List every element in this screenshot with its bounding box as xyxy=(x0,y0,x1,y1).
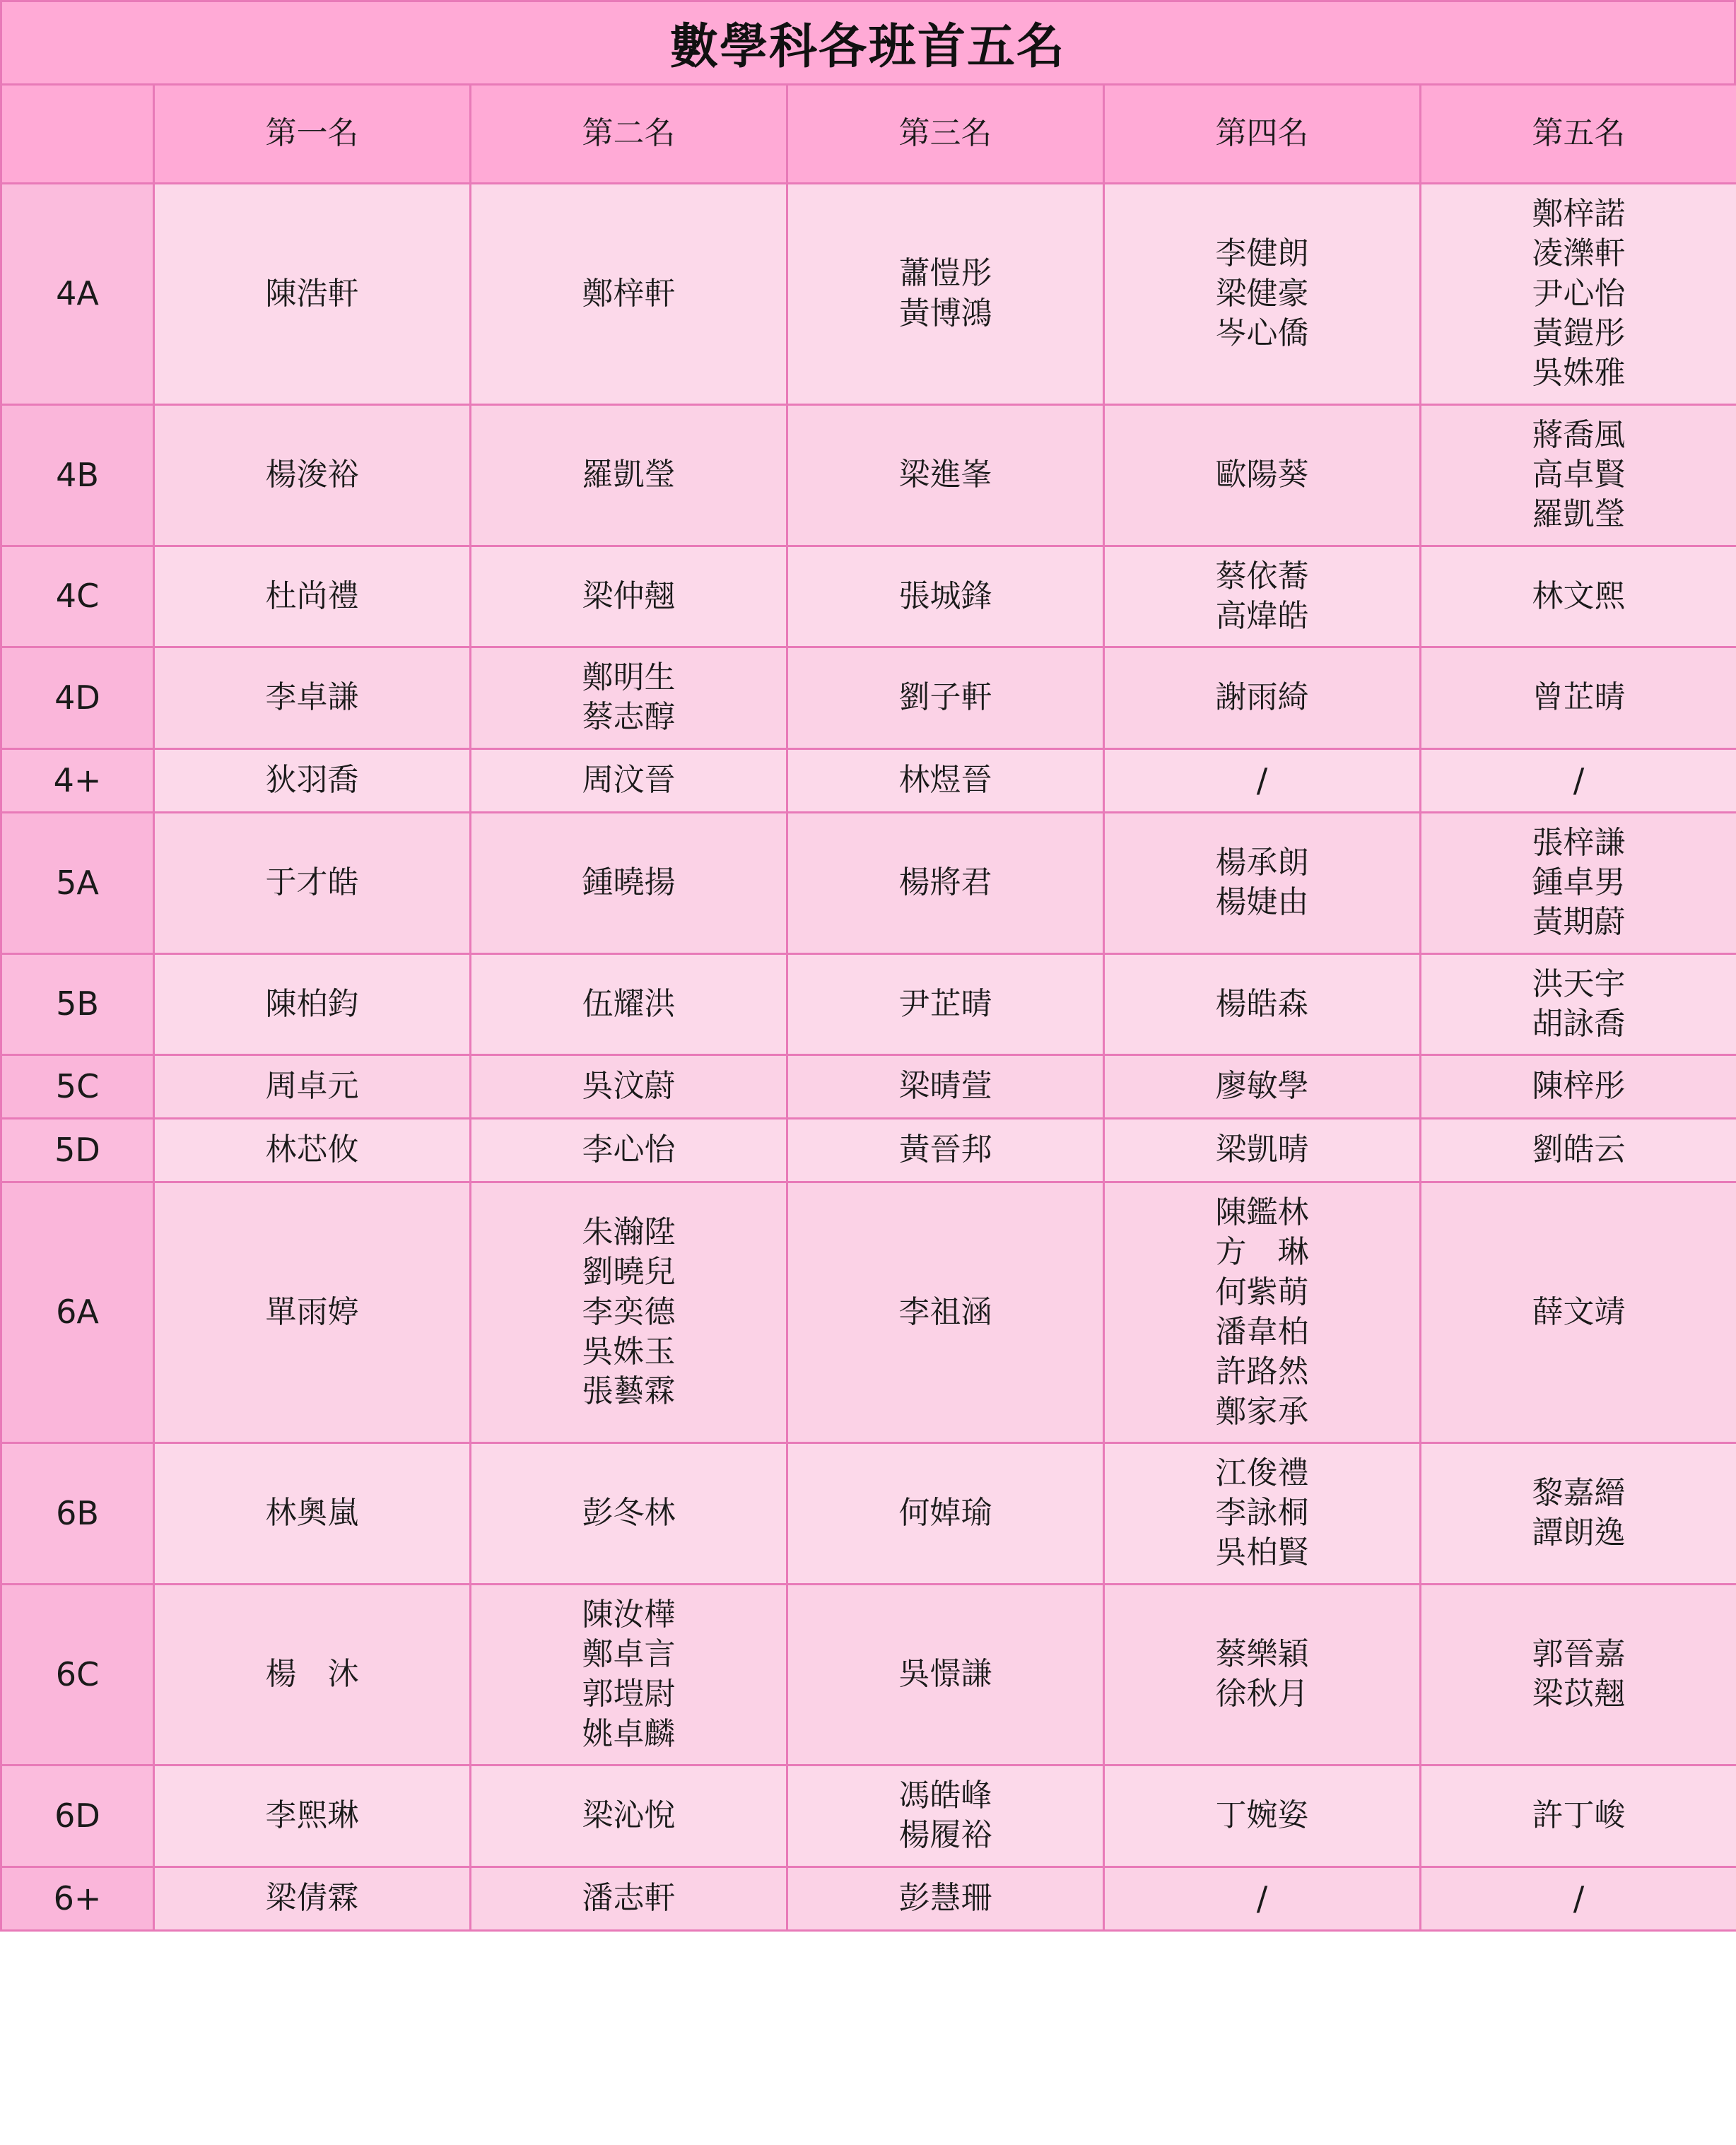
empty-marker: / xyxy=(1573,1879,1585,1917)
name-list xyxy=(476,1066,782,1106)
name-list xyxy=(1109,1635,1415,1715)
name-list xyxy=(1426,1130,1732,1170)
rank-4-names xyxy=(1104,1765,1421,1867)
empty-marker: / xyxy=(1256,1879,1268,1917)
rank-5-names xyxy=(1421,1182,1736,1442)
student-name: 李心怡 xyxy=(582,1132,676,1168)
name-list xyxy=(792,1655,1098,1694)
name-list xyxy=(1109,234,1415,353)
rank-5-names xyxy=(1421,546,1736,647)
student-name: 彭冬林 xyxy=(582,1495,676,1532)
name-list xyxy=(1109,455,1415,495)
rank-2-names xyxy=(471,1867,787,1930)
student-name: 蕭愷彤 xyxy=(898,255,992,292)
rank-3-names xyxy=(787,1867,1104,1930)
name-list xyxy=(792,760,1098,800)
student-name: 梁進峯 xyxy=(898,456,992,493)
student-name: 尹芷晴 xyxy=(898,985,992,1022)
rank-5-names xyxy=(1421,647,1736,749)
empty-marker: / xyxy=(1256,760,1268,799)
student-name: 劉曉兒 xyxy=(582,1254,676,1291)
student-name: 吳姝雅 xyxy=(1532,355,1626,392)
student-name: 吳汶蔚 xyxy=(582,1068,676,1105)
rank-1-names xyxy=(154,953,471,1055)
rank-4-names xyxy=(1104,1584,1421,1765)
student-name: 凌濼軒 xyxy=(1532,235,1626,272)
name-list xyxy=(792,1776,1098,1856)
rank-3-names xyxy=(787,748,1104,812)
student-name: 單雨婷 xyxy=(265,1293,359,1330)
student-name: 羅凱瑩 xyxy=(1532,496,1626,533)
student-name: 吳姝玉 xyxy=(582,1334,676,1370)
rank-1-names xyxy=(154,812,471,953)
rank-2-names xyxy=(471,1182,787,1442)
student-name: 江俊禮 xyxy=(1215,1455,1309,1491)
name-list xyxy=(476,274,782,314)
name-list xyxy=(792,1879,1098,1918)
table-row xyxy=(1,812,1736,953)
name-list xyxy=(1109,678,1415,717)
class-label: 4B xyxy=(1,404,154,546)
student-name: 梁倩霖 xyxy=(265,1879,359,1916)
rank-3-names xyxy=(787,1055,1104,1119)
student-name: 李熙琳 xyxy=(265,1797,359,1834)
table-row xyxy=(1,1182,1736,1442)
student-name: 尹心怡 xyxy=(1532,275,1626,312)
empty-marker: / xyxy=(1573,760,1585,799)
student-name: 梁健豪 xyxy=(1215,275,1309,312)
student-name: 蔡樂穎 xyxy=(1215,1636,1309,1673)
student-name: 方 琳 xyxy=(1215,1234,1309,1271)
student-name: 陳鑑林 xyxy=(1215,1194,1309,1230)
name-list xyxy=(1109,760,1415,801)
name-list xyxy=(159,1655,465,1694)
rank-3-names xyxy=(787,184,1104,405)
student-name: 鄭明生 xyxy=(582,659,676,696)
rank-1-names xyxy=(154,1584,471,1765)
student-name: 林煜晉 xyxy=(898,762,992,799)
rank-5-names xyxy=(1421,1765,1736,1867)
rank-5-names xyxy=(1421,1055,1736,1119)
student-name: 黃晉邦 xyxy=(898,1132,992,1168)
name-list xyxy=(1426,1878,1732,1920)
column-header-rank-5: 第五名 xyxy=(1421,85,1736,184)
column-header-rank-2: 第二名 xyxy=(471,85,787,184)
rank-5-names xyxy=(1421,1867,1736,1930)
student-name: 陳柏鈞 xyxy=(265,985,359,1022)
student-name: 張藝霖 xyxy=(582,1373,676,1410)
rank-4-names xyxy=(1104,647,1421,749)
student-name: 張梓謙 xyxy=(1532,824,1626,861)
rank-2-names xyxy=(471,546,787,647)
name-list xyxy=(159,863,465,903)
student-name: 丁婉姿 xyxy=(1215,1797,1309,1834)
name-list xyxy=(792,1130,1098,1170)
name-list xyxy=(1426,760,1732,801)
student-name: 潘志軒 xyxy=(582,1879,676,1916)
name-list xyxy=(1109,1193,1415,1432)
page-title: 數學科各班首五名 xyxy=(669,19,1066,75)
rank-5-names xyxy=(1421,1442,1736,1584)
student-name: 鄭家承 xyxy=(1215,1393,1309,1430)
student-name: 劉皓云 xyxy=(1532,1132,1626,1168)
name-list xyxy=(1109,1066,1415,1106)
rank-4-names xyxy=(1104,546,1421,647)
class-label: 6A xyxy=(1,1182,154,1442)
student-name: 何婥瑜 xyxy=(898,1495,992,1532)
student-name: 李健朗 xyxy=(1215,235,1309,272)
student-name: 高卓賢 xyxy=(1532,456,1626,493)
student-name: 楊 沐 xyxy=(265,1656,359,1693)
student-name: 何紫萌 xyxy=(1215,1274,1309,1310)
student-name: 楊將君 xyxy=(898,864,992,900)
name-list xyxy=(476,1130,782,1170)
student-name: 周汶晉 xyxy=(582,762,676,799)
student-name: 彭慧珊 xyxy=(898,1879,992,1916)
rank-4-names xyxy=(1104,404,1421,546)
name-list xyxy=(792,1066,1098,1106)
student-name: 梁晴萱 xyxy=(898,1068,992,1105)
name-list xyxy=(159,760,465,800)
student-name: 李奕德 xyxy=(582,1293,676,1330)
student-name: 謝雨綺 xyxy=(1215,679,1309,716)
rank-1-names xyxy=(154,1182,471,1442)
student-name: 歐陽葵 xyxy=(1215,456,1309,493)
rank-5-names xyxy=(1421,404,1736,546)
rank-1-names xyxy=(154,1765,471,1867)
name-list xyxy=(1426,1796,1732,1835)
class-label: 5A xyxy=(1,812,154,953)
rank-4-names xyxy=(1104,1867,1421,1930)
table-row xyxy=(1,1765,1736,1867)
student-name: 岑心僑 xyxy=(1215,315,1309,351)
table-row xyxy=(1,748,1736,812)
table-body xyxy=(1,184,1736,1931)
rank-2-names xyxy=(471,647,787,749)
table-row xyxy=(1,184,1736,405)
rank-4-names xyxy=(1104,184,1421,405)
column-header-rank-1: 第一名 xyxy=(154,85,471,184)
class-label: 6+ xyxy=(1,1867,154,1930)
student-name: 朱瀚陞 xyxy=(582,1214,676,1251)
name-list xyxy=(1109,1454,1415,1573)
rank-3-names xyxy=(787,1442,1104,1584)
rank-3-names xyxy=(787,404,1104,546)
student-name: 陳汝樺 xyxy=(582,1596,676,1633)
table-row xyxy=(1,647,1736,749)
student-name: 伍耀洪 xyxy=(582,985,676,1022)
rank-1-names xyxy=(154,748,471,812)
name-list xyxy=(476,1213,782,1412)
name-list xyxy=(792,577,1098,616)
column-header-rank-3: 第三名 xyxy=(787,85,1104,184)
rank-2-names xyxy=(471,1584,787,1765)
student-name: 張城鋒 xyxy=(898,577,992,614)
page-title-bar xyxy=(0,0,1736,83)
rank-1-names xyxy=(154,647,471,749)
student-name: 徐秋月 xyxy=(1215,1676,1309,1712)
class-label: 4A xyxy=(1,184,154,405)
rank-5-names xyxy=(1421,748,1736,812)
student-name: 姚卓麟 xyxy=(582,1715,676,1752)
rank-2-names xyxy=(471,1119,787,1182)
student-name: 許路然 xyxy=(1215,1353,1309,1390)
rank-5-names xyxy=(1421,812,1736,953)
rank-4-names xyxy=(1104,1119,1421,1182)
student-name: 鄭梓軒 xyxy=(582,275,676,312)
rank-3-names xyxy=(787,546,1104,647)
name-list xyxy=(159,577,465,616)
name-list xyxy=(792,863,1098,903)
student-name: 周卓元 xyxy=(265,1068,359,1105)
student-name: 陳浩軒 xyxy=(265,275,359,312)
rank-4-names xyxy=(1104,812,1421,953)
student-name: 劉子軒 xyxy=(898,679,992,716)
rank-3-names xyxy=(787,1584,1104,1765)
name-list xyxy=(476,760,782,800)
table-row xyxy=(1,953,1736,1055)
class-label: 4D xyxy=(1,647,154,749)
student-name: 林奧嵐 xyxy=(265,1495,359,1532)
name-list xyxy=(476,1796,782,1835)
student-name: 梁凱晴 xyxy=(1215,1132,1309,1168)
student-name: 于才皓 xyxy=(265,864,359,900)
rank-5-names xyxy=(1421,1119,1736,1182)
rank-5-names xyxy=(1421,953,1736,1055)
student-name: 楊承朗 xyxy=(1215,844,1309,881)
rank-2-names xyxy=(471,184,787,405)
student-name: 潘韋柏 xyxy=(1215,1313,1309,1350)
name-list xyxy=(1426,1066,1732,1106)
rank-4-names xyxy=(1104,1442,1421,1584)
student-name: 陳梓彤 xyxy=(1532,1068,1626,1105)
name-list xyxy=(1426,416,1732,535)
column-header-class xyxy=(1,85,154,184)
student-name: 梁苡翹 xyxy=(1532,1676,1626,1712)
table-row xyxy=(1,1442,1736,1584)
name-list xyxy=(792,985,1098,1024)
name-list xyxy=(1109,1878,1415,1920)
student-name: 李詠桐 xyxy=(1215,1495,1309,1532)
name-list xyxy=(476,658,782,738)
name-list xyxy=(1426,823,1732,943)
rank-3-names xyxy=(787,1765,1104,1867)
student-name: 楊皓森 xyxy=(1215,985,1309,1022)
rank-5-names xyxy=(1421,1584,1736,1765)
student-name: 梁仲翹 xyxy=(582,577,676,614)
name-list xyxy=(1109,843,1415,923)
rank-2-names xyxy=(471,1442,787,1584)
class-label: 6D xyxy=(1,1765,154,1867)
name-list xyxy=(159,1130,465,1170)
name-list xyxy=(476,1493,782,1533)
student-name: 廖敏學 xyxy=(1215,1068,1309,1105)
name-list xyxy=(792,1293,1098,1332)
name-list xyxy=(1426,965,1732,1045)
student-name: 楊婕由 xyxy=(1215,884,1309,921)
class-label: 5B xyxy=(1,953,154,1055)
student-name: 狄羽喬 xyxy=(265,762,359,799)
student-name: 李卓謙 xyxy=(265,679,359,716)
name-list xyxy=(159,1066,465,1106)
student-name: 蔡依蕎 xyxy=(1215,558,1309,594)
rank-2-names xyxy=(471,404,787,546)
rank-3-names xyxy=(787,1182,1104,1442)
name-list xyxy=(159,1879,465,1918)
table-row xyxy=(1,1119,1736,1182)
name-list xyxy=(159,1493,465,1533)
rank-3-names xyxy=(787,1119,1104,1182)
rank-1-names xyxy=(154,1055,471,1119)
student-name: 鍾曉揚 xyxy=(582,864,676,900)
class-label: 5D xyxy=(1,1119,154,1182)
name-list xyxy=(1426,678,1732,717)
rank-2-names xyxy=(471,812,787,953)
student-name: 薛文靖 xyxy=(1532,1293,1626,1330)
table-row xyxy=(1,546,1736,647)
rank-4-names xyxy=(1104,1182,1421,1442)
student-name: 胡詠喬 xyxy=(1532,1005,1626,1042)
name-list xyxy=(792,678,1098,717)
student-name: 郭塏尉 xyxy=(582,1676,676,1712)
table-row xyxy=(1,1584,1736,1765)
rank-2-names xyxy=(471,1765,787,1867)
table-row xyxy=(1,404,1736,546)
rank-5-names xyxy=(1421,184,1736,405)
table-header xyxy=(1,85,1736,184)
name-list xyxy=(159,274,465,314)
student-name: 馮皓峰 xyxy=(898,1777,992,1814)
class-label: 5C xyxy=(1,1055,154,1119)
student-name: 吳憬謙 xyxy=(898,1656,992,1693)
name-list xyxy=(476,1879,782,1918)
rank-4-names xyxy=(1104,1055,1421,1119)
name-list xyxy=(476,577,782,616)
student-name: 李祖涵 xyxy=(898,1293,992,1330)
class-label: 4+ xyxy=(1,748,154,812)
name-list xyxy=(1109,557,1415,637)
rank-4-names xyxy=(1104,748,1421,812)
name-list xyxy=(159,985,465,1024)
rank-1-names xyxy=(154,404,471,546)
rank-1-names xyxy=(154,184,471,405)
student-name: 許丁峻 xyxy=(1532,1797,1626,1834)
name-list xyxy=(159,1293,465,1332)
student-name: 楊履裕 xyxy=(898,1817,992,1854)
rank-3-names xyxy=(787,812,1104,953)
student-name: 黃鎧彤 xyxy=(1532,315,1626,351)
student-name: 鄭梓諾 xyxy=(1532,196,1626,232)
student-name: 曾芷晴 xyxy=(1532,679,1626,716)
table-row xyxy=(1,1055,1736,1119)
student-name: 黃期蔚 xyxy=(1532,904,1626,941)
name-list xyxy=(1109,1796,1415,1835)
name-list xyxy=(159,678,465,717)
name-list xyxy=(159,455,465,495)
name-list xyxy=(1109,1130,1415,1170)
rank-1-names xyxy=(154,1442,471,1584)
name-list xyxy=(476,455,782,495)
student-name: 林芯攸 xyxy=(265,1132,359,1168)
student-name: 洪天宇 xyxy=(1532,965,1626,1002)
name-list xyxy=(792,254,1098,334)
name-list xyxy=(476,1595,782,1754)
ranking-table xyxy=(0,83,1736,1932)
rank-1-names xyxy=(154,1867,471,1930)
student-name: 楊浚裕 xyxy=(265,456,359,493)
student-name: 梁沁悅 xyxy=(582,1797,676,1834)
class-label: 6B xyxy=(1,1442,154,1584)
name-list xyxy=(476,863,782,903)
rank-2-names xyxy=(471,748,787,812)
student-name: 吳柏賢 xyxy=(1215,1534,1309,1571)
student-name: 高煒皓 xyxy=(1215,597,1309,634)
name-list xyxy=(1426,194,1732,394)
student-name: 黃博鴻 xyxy=(898,295,992,331)
student-name: 林文熙 xyxy=(1532,577,1626,614)
student-name: 羅凱瑩 xyxy=(582,456,676,493)
name-list xyxy=(1426,1635,1732,1715)
rank-2-names xyxy=(471,1055,787,1119)
rank-3-names xyxy=(787,647,1104,749)
student-name: 鄭卓言 xyxy=(582,1636,676,1673)
name-list xyxy=(1426,1293,1732,1332)
student-name: 蔣喬風 xyxy=(1532,416,1626,453)
student-name: 鍾卓男 xyxy=(1532,864,1626,900)
table-row xyxy=(1,1867,1736,1930)
student-name: 郭晉嘉 xyxy=(1532,1636,1626,1673)
name-list xyxy=(792,1493,1098,1533)
name-list xyxy=(159,1796,465,1835)
student-name: 杜尚禮 xyxy=(265,577,359,614)
rank-3-names xyxy=(787,953,1104,1055)
name-list xyxy=(792,455,1098,495)
name-list xyxy=(476,985,782,1024)
class-label: 6C xyxy=(1,1584,154,1765)
column-header-rank-4: 第四名 xyxy=(1104,85,1421,184)
rank-2-names xyxy=(471,953,787,1055)
name-list xyxy=(1426,577,1732,616)
header-row xyxy=(1,85,1736,184)
rank-4-names xyxy=(1104,953,1421,1055)
rank-1-names xyxy=(154,1119,471,1182)
name-list xyxy=(1426,1474,1732,1553)
student-name: 蔡志醇 xyxy=(582,699,676,736)
rank-1-names xyxy=(154,546,471,647)
student-name: 黎嘉縉 xyxy=(1532,1474,1626,1511)
class-label: 4C xyxy=(1,546,154,647)
student-name: 譚朗逸 xyxy=(1532,1515,1626,1551)
name-list xyxy=(1109,985,1415,1024)
